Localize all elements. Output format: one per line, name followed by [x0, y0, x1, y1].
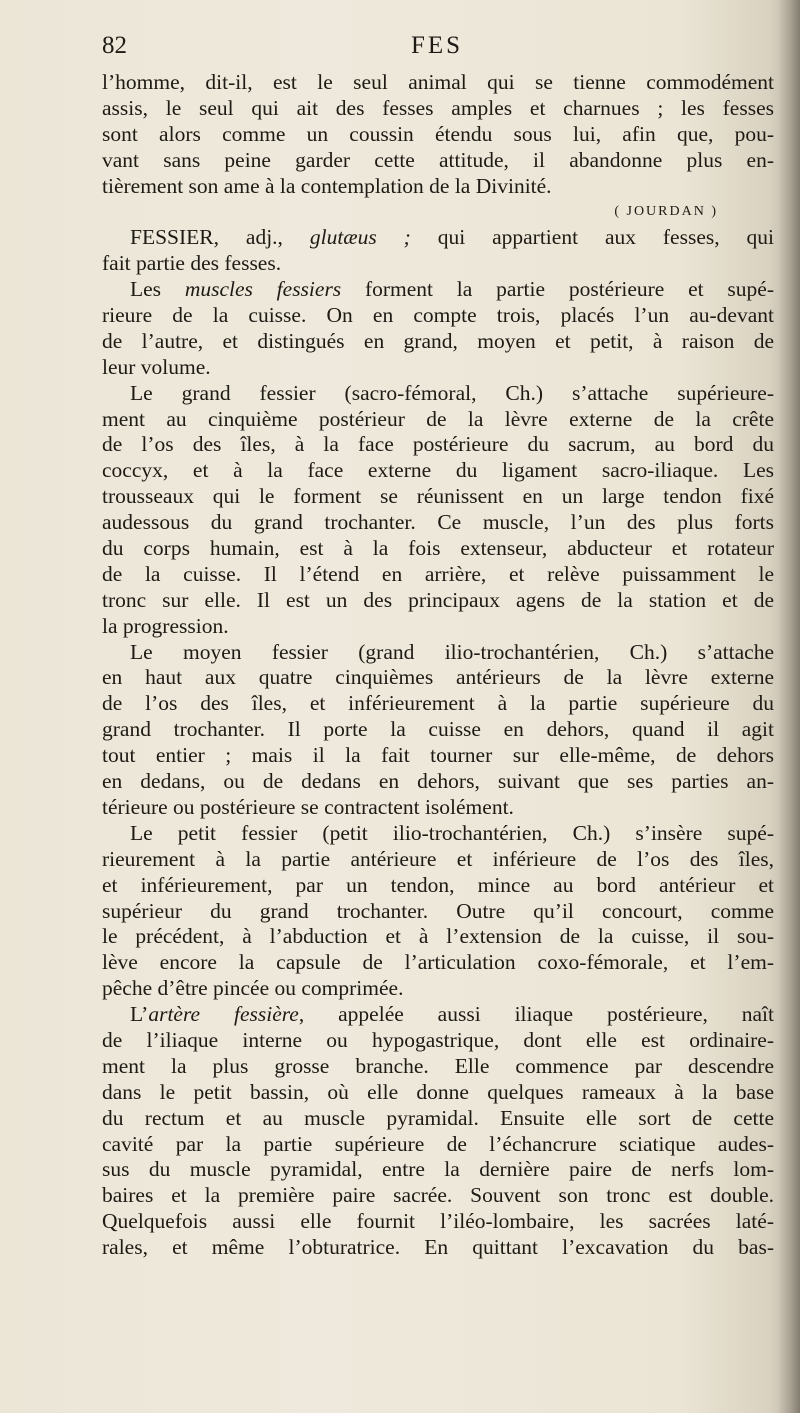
body-text — [102, 70, 774, 1261]
text-line: baires et la première paire sacrée. Souvent son tronc est double. — [102, 1183, 774, 1208]
text-line: et inférieurement, par un tendon, mince au bord antérieur et — [102, 872, 774, 897]
text-line: dans le petit bassin, où elle donne quelques rameaux à la base — [102, 1079, 774, 1104]
text-line: ment la plus grosse branche. Elle commence par descendre — [102, 1053, 774, 1078]
text-line: le précédent, à l’abduction et à l’extension de la cuisse, il sou- — [102, 924, 774, 949]
text-line: Le petit fessier (petit ilio-trochantérien, Ch.) s’insère supé- — [130, 820, 774, 845]
text-line: de l’os des îles, à la face postérieure du sacrum, au bord du — [102, 432, 774, 457]
text-line: ment au cinquième postérieur de la lèvre externe de la crête — [102, 406, 774, 431]
text-line: de la cuisse. Il l’étend en arrière, et relève puissamment le — [102, 561, 774, 586]
text-line: de l’iliaque interne ou hypogastrique, dont elle est ordinaire- — [102, 1027, 774, 1052]
text-line: rieure de la cuisse. On en compte trois, placés l’un au-devant — [102, 303, 774, 328]
text-line: rales, et même l’obturatrice. En quittant l’excavation du bas- — [102, 1235, 774, 1260]
running-head: FES — [410, 32, 464, 59]
text-line: fait partie des fesses. — [102, 251, 282, 276]
text-line: supérieur du grand trochanter. Outre qu’il concourt, comme — [102, 898, 774, 923]
text-line: L’artère fessière, appelée aussi iliaque postérieure, naît — [130, 1002, 775, 1027]
text-line: en dedans, ou de dedans en dehors, suivant que ses parties an- — [102, 769, 774, 794]
text-line: Les muscles fessiers forment la partie postérieure et supé- — [130, 277, 774, 302]
text-line: pêche d’être pincée ou comprimée. — [102, 976, 404, 1001]
text-line: lève encore la capsule de l’articulation coxo-fémorale, et l’em- — [102, 950, 774, 975]
text-line: Quelquefois aussi elle fournit l’iléo-lombaire, les sacrées laté- — [102, 1209, 774, 1234]
text-line: térieure ou postérieure se contractent isolément. — [102, 794, 514, 819]
text-line: coccyx, et à la face externe du ligament sacro-iliaque. Les — [102, 458, 774, 483]
text-line: en haut aux quatre cinquièmes antérieurs de la lèvre externe — [102, 665, 774, 690]
text-line: trousseaux qui le forment se réunissent en un large tendon fixé — [102, 484, 774, 509]
text-line: de l’autre, et distingués en grand, moyen et petit, à raison de — [102, 328, 774, 353]
text-line: Le moyen fessier (grand ilio-trochantérien, Ch.) s’attache — [130, 639, 774, 664]
text-line: tronc sur elle. Il est un des principaux agens de la station et de — [102, 587, 774, 612]
text-line: cavité par la partie supérieure de l’échancrure sciatique audes- — [102, 1131, 774, 1156]
text-line: la progression. — [102, 613, 229, 638]
text-line: assis, le seul qui ait des fesses amples et charnues ; les fesses — [102, 95, 774, 120]
text-line: du rectum et au muscle pyramidal. Ensuite elle sort de cette — [102, 1105, 774, 1130]
text-line: grand trochanter. Il porte la cuisse en dehors, quand il agit — [102, 717, 774, 742]
text-line: tout entier ; mais il la fait tourner sur elle-même, de dehors — [102, 743, 774, 768]
text-line: Le grand fessier (sacro-fémoral, Ch.) s’attache supérieure- — [130, 380, 774, 405]
text-line: leur volume. — [102, 354, 211, 379]
text-line: de l’os des îles, et inférieurement à la partie supérieure du — [102, 691, 774, 716]
text-line: sont alors comme un coussin étendu sous lui, afin que, pou- — [102, 121, 774, 146]
page-header — [102, 32, 772, 68]
text-line: rieurement à la partie antérieure et inférieure de l’os des îles, — [102, 846, 774, 871]
author-signature: ( JOURDAN ) — [614, 204, 718, 220]
text-line: du corps humain, est à la fois extenseur, abducteur et rotateur — [102, 536, 774, 561]
text-line: FESSIER, adj., glutæus ; qui appartient aux fesses, qui — [130, 225, 774, 250]
text-line: tièrement son ame à la contemplation de la Divinité. — [102, 173, 552, 198]
text-line: vant sans peine garder cette attitude, il abandonne plus en- — [102, 147, 774, 172]
text-line: sus du muscle pyramidal, entre la dernière paire de nerfs lom- — [102, 1157, 774, 1182]
page-number: 82 — [102, 32, 127, 59]
text-line: l’homme, dit-il, est le seul animal qui se tienne commodément — [102, 70, 774, 94]
page-gutter-shadow — [778, 0, 800, 1413]
text-line: audessous du grand trochanter. Ce muscle, l’un des plus forts — [102, 510, 774, 535]
